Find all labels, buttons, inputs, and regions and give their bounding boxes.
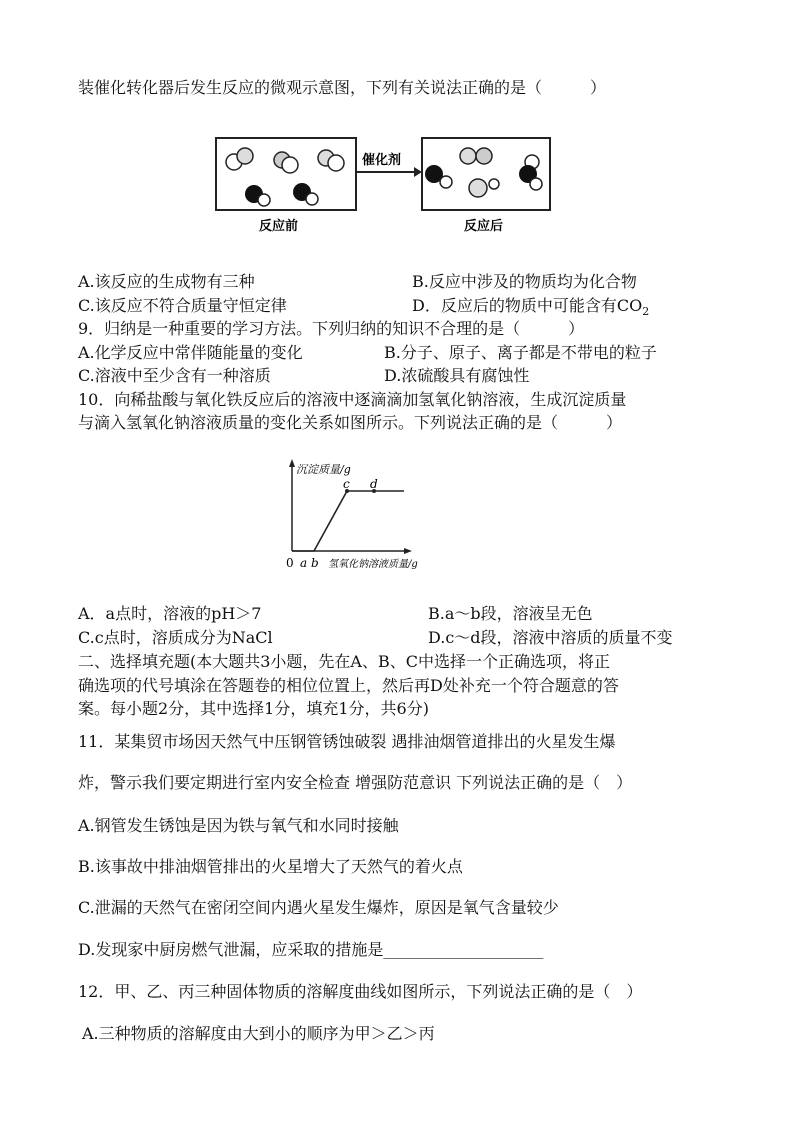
q10-stem-line2: 与滴入氢氧化钠溶液质量的变化关系如图所示。下列说法正确的是（ ） [78,413,623,432]
q12-stem: 12．甲、乙、丙三种固体物质的溶解度曲线如图所示，下列说法正确的是（ ） [78,982,643,1001]
q11-option-d: D.发现家中厨房燃气泄漏，应采取的措施是____________________ [78,940,544,959]
precipitate-curve [292,491,404,551]
section2-line1: 二、选择填充题(本大题共3小题，先在A、B、C中选择一个正确选项，将正 [78,652,610,671]
q10-option-c: C.c点时，溶质成分为NaCl [78,628,273,647]
q10-stem-line1: 10．向稀盐酸与氧化铁反应后的溶液中逐滴滴加氢氧化钠溶液，生成沉淀质量 [78,390,627,409]
q9-option-c: C.溶液中至少含有一种溶质 [78,366,271,385]
q8-option-b: B.反应中涉及的物质均为化合物 [412,272,637,291]
origin-label: 0 [286,556,294,570]
y-axis-arrow [289,459,295,467]
section2-line3: 案。每小题2分，其中选择1分，填充1分，共6分) [78,699,429,718]
q11-stem-line1: 11．某集贸市场因天然气中压钢管锈蚀破裂 遇排油烟管道排出的火星发生爆 [78,732,616,751]
q8-option-d-text: D．反应后的物质中可能含有CO [412,296,643,315]
q9-option-b: B.分子、原子、离子都是不带电的粒子 [384,343,657,362]
reaction-diagram [214,130,554,240]
q11-stem-line2: 炸，警示我们要定期进行室内安全检查 增强防范意识 下列说法正确的是（ ） [78,773,633,792]
y-axis-label: 沉淀质量/g [296,463,351,476]
q8-option-a: A.该反应的生成物有三种 [78,272,255,291]
point-b-label: b [311,556,319,570]
precipitate-graph-svg [280,455,460,580]
q11-option-c: C.泄漏的天然气在密闭空间内遇火星发生爆炸，原因是氧气含量较少 [78,898,559,917]
point-a-label: a [300,556,308,570]
x-axis-arrow [404,548,412,554]
before-box [216,138,356,210]
arrow-head [414,167,422,177]
x-axis-label: 氢氧化钠溶液质量/g [328,559,418,570]
q8-option-d-sub: 2 [642,305,650,319]
q9-stem: 9．归纳是一种重要的学习方法。下列归纳的知识不合理的是（ ） [78,319,585,338]
q10-option-a: A．a点时，溶液的pH＞7 [78,604,262,623]
q11-option-a: A.钢管发生锈蚀是因为铁与氧气和水同时接触 [78,816,399,835]
q11-option-b: B.该事故中排油烟管排出的火星增大了天然气的着火点 [78,857,463,876]
q10-option-d: D.c～d段，溶液中溶质的质量不变 [428,628,673,647]
section2-line2: 确选项的代号填涂在答题卷的相位位置上，然后再D处补充一个符合题意的答 [78,676,619,695]
precipitate-graph [280,455,460,580]
point-c-label: c [343,477,350,491]
reaction-diagram-svg [214,130,554,240]
after-label: 反应后 [464,219,504,234]
q10-option-b: B.a～b段，溶液呈无色 [428,604,593,623]
q8-stem: 装催化转化器后发生反应的微观示意图，下列有关说法正确的是（ ） [78,78,607,97]
catalyst-label: 催化剂 [362,153,402,168]
before-label: 反应前 [259,219,299,234]
q9-option-d: D.浓硫酸具有腐蚀性 [384,366,530,385]
point-d-label: d [370,477,378,491]
q12-option-a: A.三种物质的溶解度由大到小的顺序为甲＞乙＞丙 [82,1024,435,1043]
q8-option-c: C.该反应不符合质量守恒定律 [78,296,287,315]
q9-option-a: A.化学反应中常伴随能量的变化 [78,343,303,362]
